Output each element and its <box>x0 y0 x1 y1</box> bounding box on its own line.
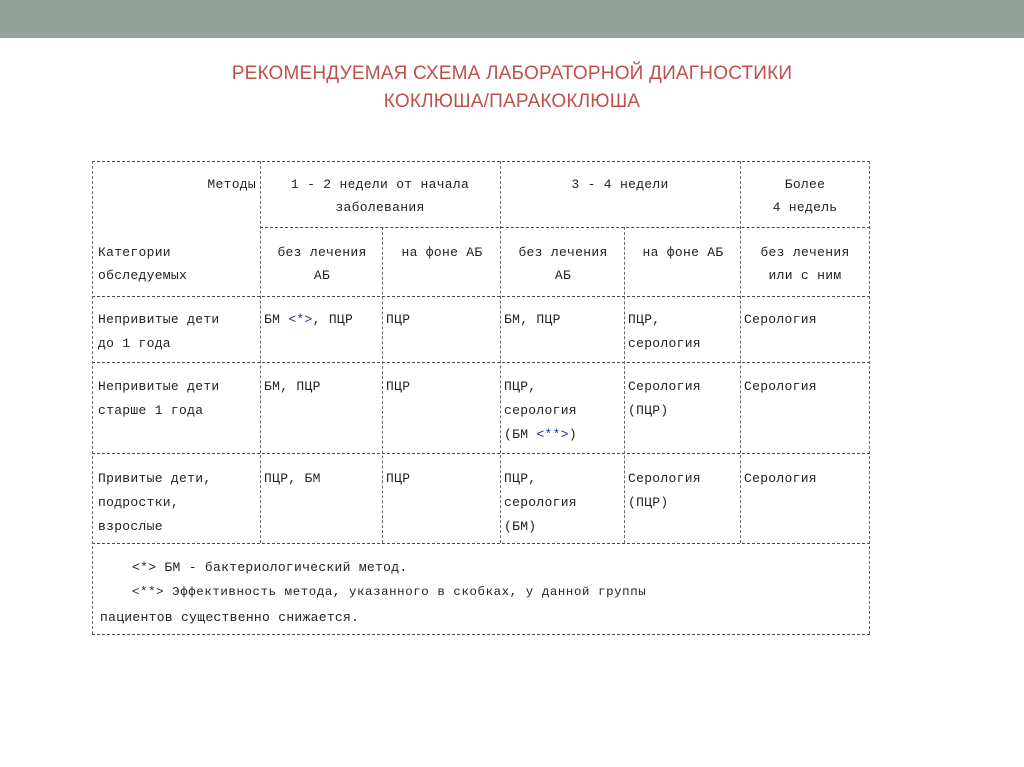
row2-c3-footnote-mark: <**> <box>536 427 569 442</box>
row2-weeks12-no-treatment: БМ, ПЦР <box>264 379 321 394</box>
row3-weeks34-no-treatment-line1: ПЦР, <box>504 471 537 486</box>
table-col-divider-1 <box>260 161 261 543</box>
row3-weeks12-no-treatment: ПЦР, БМ <box>264 471 321 486</box>
footnote-2: <**> Эффективность метода, указанного в скобках, у данной группы <box>132 585 647 599</box>
header-no-treatment-b-line1: без лечения <box>518 245 608 260</box>
row1-category-line1: Непривитые дети <box>98 312 220 327</box>
row3-weeks12-on-ab: ПЦР <box>386 471 411 486</box>
header-no-treatment-line2: АБ <box>313 268 331 283</box>
row1-more4: Серология <box>744 312 817 327</box>
header-categories-line1: Категории <box>98 245 171 260</box>
row2-weeks34-no-treatment-line1: ПЦР, <box>504 379 537 394</box>
table-rule-row3-bottom <box>92 543 870 544</box>
footnote-1: <*> БМ - бактериологический метод. <box>132 560 408 575</box>
row2-weeks34-on-ab-line2: (ПЦР) <box>628 403 669 418</box>
table-col-divider-3 <box>500 161 501 543</box>
row2-c3-line3-tail: ) <box>568 427 577 442</box>
row3-weeks34-on-ab-line2: (ПЦР) <box>628 495 669 510</box>
row3-more4: Серология <box>744 471 817 486</box>
header-methods: Методы <box>207 177 256 192</box>
header-any-line2: или с ним <box>768 268 842 283</box>
header-no-treatment-b-line2: АБ <box>554 268 572 283</box>
row1-c1-text: БМ <box>264 312 289 327</box>
table-rule-row1-bottom <box>92 362 870 363</box>
row3-category-line2: подростки, <box>98 495 180 510</box>
row1-category-line2: до 1 года <box>98 336 171 351</box>
table-border-left <box>92 161 93 634</box>
row3-weeks34-on-ab-line1: Серология <box>628 471 701 486</box>
row3-category-line3: взрослые <box>98 519 163 534</box>
row1-weeks12-on-ab: ПЦР <box>386 312 411 327</box>
table-rule-bottom <box>92 634 870 635</box>
slide-title <box>140 60 884 116</box>
row1-weeks34-no-treatment: БМ, ПЦР <box>504 312 561 327</box>
row1-weeks34-on-ab-line2: серология <box>628 336 701 351</box>
row1-weeks12-no-treatment <box>264 308 353 331</box>
slide-title-line2: КОКЛЮША/ПАРАКОКЛЮША <box>383 91 641 112</box>
top-bar <box>0 0 1024 38</box>
header-on-ab: на фоне АБ <box>401 245 483 260</box>
slide-title-line1: РЕКОМЕНДУЕМАЯ СХЕМА ЛАБОРАТОРНОЙ ДИАГНОСТИКИ <box>231 63 793 84</box>
row2-weeks34-no-treatment-line3 <box>504 423 577 446</box>
table-col-divider-2 <box>382 227 383 543</box>
header-weeks-3-4: 3 - 4 недели <box>571 177 669 192</box>
table-col-divider-5 <box>740 161 741 543</box>
footnote-3: пациентов существенно снижается. <box>100 610 360 625</box>
table-rule-subheader <box>260 227 870 228</box>
row2-weeks12-on-ab: ПЦР <box>386 379 411 394</box>
row2-category-line2: старше 1 года <box>98 403 204 418</box>
header-weeks-1-2-line1: 1 - 2 недели от начала <box>290 177 470 192</box>
row3-category-line1: Привитые дети, <box>98 471 212 486</box>
header-on-ab-b: на фоне АБ <box>642 245 724 260</box>
row1-c1-tail: , ПЦР <box>312 312 354 327</box>
header-more-4-line1: Более <box>784 177 826 192</box>
table-border-right <box>869 161 870 634</box>
row2-more4: Серология <box>744 379 817 394</box>
row1-weeks34-on-ab-line1: ПЦР, <box>628 312 661 327</box>
row2-weeks34-on-ab-line1: Серология <box>628 379 701 394</box>
header-weeks-1-2-line2: заболевания <box>335 200 425 215</box>
table-rule-row2-bottom <box>92 453 870 454</box>
row1-c1-footnote-mark: <*> <box>288 312 313 327</box>
row2-weeks34-no-treatment-line2: серология <box>504 403 577 418</box>
row2-category-line1: Непривитые дети <box>98 379 220 394</box>
diagnostics-table <box>92 157 872 637</box>
header-no-treatment-line1: без лечения <box>277 245 367 260</box>
row3-weeks34-no-treatment-line3: (БМ) <box>504 519 537 534</box>
table-rule-top <box>92 161 870 162</box>
table-col-divider-4 <box>624 227 625 543</box>
header-any-line1: без лечения <box>760 245 850 260</box>
header-more-4-line2: 4 недель <box>772 200 838 215</box>
header-categories-line2: обследуемых <box>98 268 188 283</box>
row2-c3-line3-text: (БМ <box>504 427 537 442</box>
table-rule-header-bottom <box>92 296 870 297</box>
row3-weeks34-no-treatment-line2: серология <box>504 495 577 510</box>
